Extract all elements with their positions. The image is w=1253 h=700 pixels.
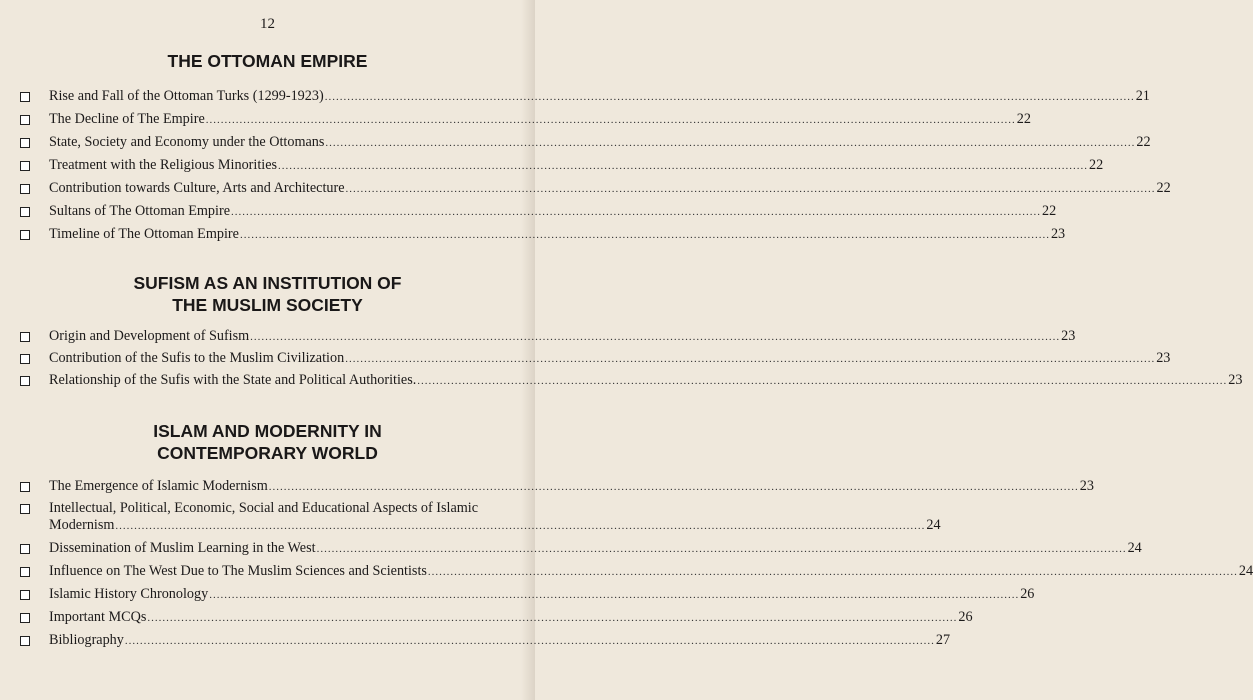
checkbox-icon [20,332,30,342]
section-title-line: CONTEMPORARY WORLD [157,443,378,463]
checkbox-icon [20,482,30,492]
toc-item-page: 22 [1016,111,1031,127]
checkbox-icon [20,207,30,217]
checkbox-icon [20,115,30,125]
section-title-sufism [0,272,535,316]
toc-item-text: Treatment with the Religious Minorities [49,157,278,173]
checkbox-icon [20,590,30,600]
toc-item-page: 22 [1136,134,1151,150]
toc-item-text: Rise and Fall of the Ottoman Turks (1299-1923) [49,88,324,104]
section-title-line: THE MUSLIM SOCIETY [172,295,363,315]
toc-item-text: Bibliography [49,632,124,648]
checkbox-icon [20,636,30,646]
section-title-line: THE OTTOMAN EMPIRE [167,51,368,71]
checkbox-icon [20,354,30,364]
checkbox-icon [20,138,30,148]
toc-item-text: Important MCQs [49,609,147,625]
section-title-ottoman-empire [0,50,535,72]
page-edge-shadow [521,0,535,700]
toc-item-page: 23 [1061,328,1076,344]
checkbox-icon [20,504,30,514]
toc-item-page: 21 [1135,88,1150,104]
section-title-line: SUFISM AS AN INSTITUTION OF [133,273,402,293]
toc-item-page: 22 [1156,180,1171,196]
toc-item-page: 22 [1089,157,1104,173]
dot-leader [147,610,957,627]
checkbox-icon [20,567,30,577]
dot-leader [325,135,1135,152]
toc-item-text: Influence on The West Due to The Muslim Sciences and Scientists [49,563,427,579]
toc-item-text: Islamic History Chronology [49,586,209,602]
dot-leader [345,351,1155,368]
checkbox-icon [20,184,30,194]
toc-item-text: Contribution towards Culture, Arts and Architecture [49,180,345,196]
toc-item-page: 26 [958,609,973,625]
toc-item-page: 24 [1127,540,1142,556]
toc-item-page: 24 [926,517,941,533]
checkbox-icon [20,544,30,554]
checkbox-icon [20,376,30,386]
dot-leader [278,158,1088,175]
checkbox-icon [20,613,30,623]
dot-leader [428,564,1238,581]
toc-item-text: Timeline of The Ottoman Empire [49,226,239,242]
toc-item-page: 23 [1156,350,1171,366]
toc-item-text: Dissemination of Muslim Learning in the West [49,540,316,556]
toc-item-text: Sultans of The Ottoman Empire [49,203,230,219]
page-number: 12 [260,16,275,32]
toc-item-text: Relationship of the Sufis with the State and Political Authorities. [49,372,417,388]
dot-leader [240,227,1050,244]
toc-item-page: 26 [1020,586,1035,602]
toc-item-text-line1: Intellectual, Political, Economic, Social and Educational Aspects of Islamic [49,500,479,516]
toc-item-text: Modernism [49,517,115,533]
dot-leader [317,541,1127,558]
toc-item-text: Contribution of the Sufis to the Muslim Civilization [49,350,345,366]
toc-item-text: The Decline of The Empire [49,111,205,127]
section-title-line: ISLAM AND MODERNITY IN [153,421,382,441]
toc-item-page: 24 [1238,563,1253,579]
toc-item-page: 22 [1042,203,1057,219]
toc-item-page: 27 [935,632,951,648]
checkbox-icon [20,230,30,240]
dot-leader [250,329,1060,346]
dot-leader [346,181,1156,198]
toc-item-text: State, Society and Economy under the Ottomans [49,134,325,150]
dot-leader [231,204,1041,221]
toc-item-page: 23 [1079,478,1094,494]
dot-leader [417,373,1227,390]
dot-leader [269,479,1079,496]
checkbox-icon [20,92,30,102]
dot-leader [206,112,1016,129]
toc-item-page: 23 [1228,372,1243,388]
section-title-islam-modernity [0,420,535,464]
dot-leader [209,587,1019,604]
dot-leader [325,89,1135,106]
toc-item-text: Origin and Development of Sufism [49,328,250,344]
toc-item-page: 23 [1050,226,1066,242]
toc-item-text: The Emergence of Islamic Modernism [49,478,268,494]
checkbox-icon [20,161,30,171]
